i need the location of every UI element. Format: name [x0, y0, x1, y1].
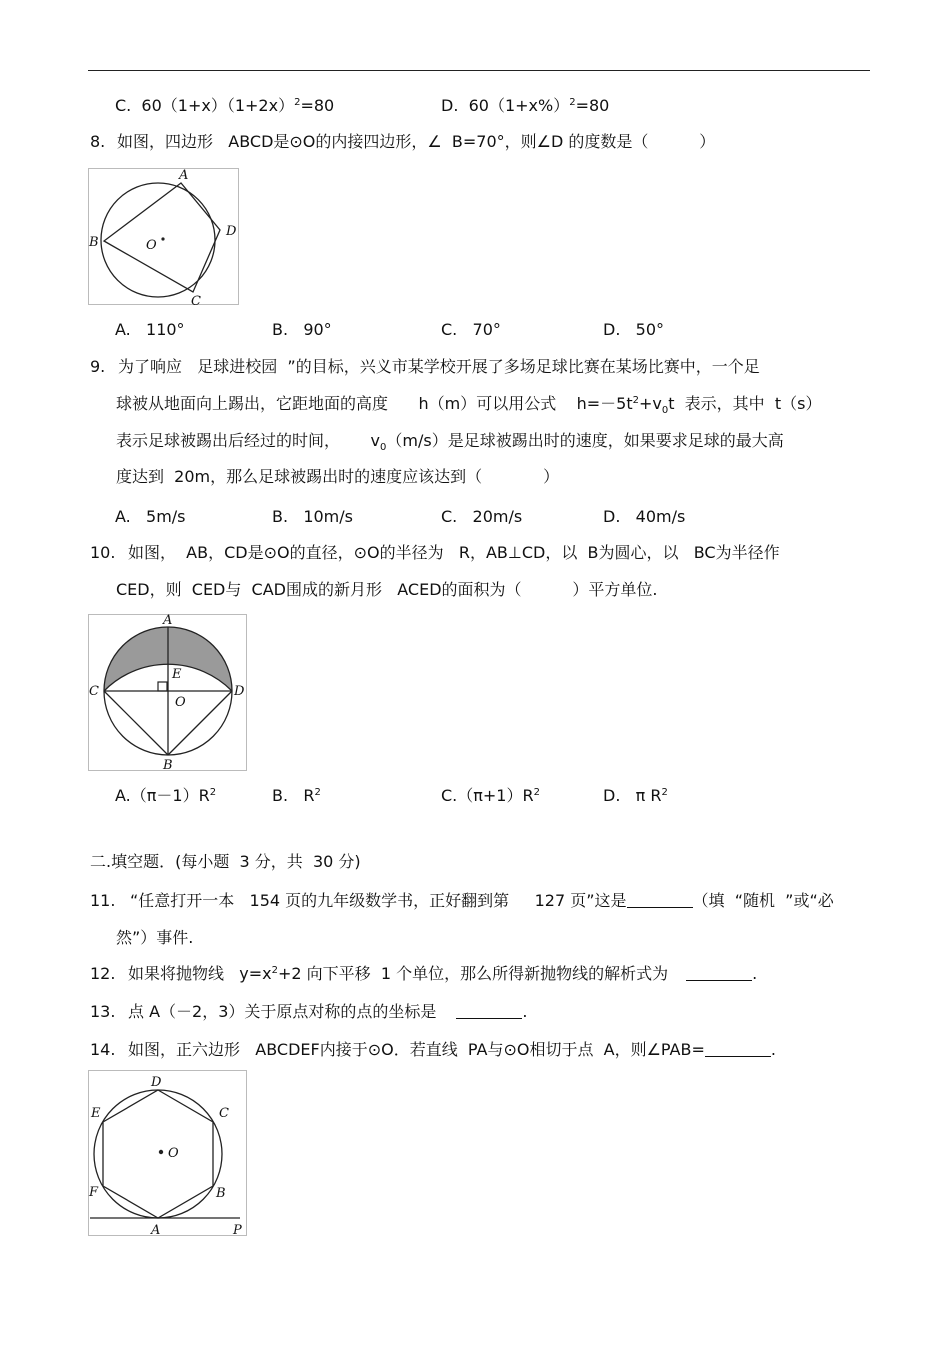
q14-circle [94, 1090, 222, 1218]
q12-number: 12. [90, 964, 116, 983]
q10-line-2: CED，则 CED与 CAD围成的新月形 ACED的面积为（ ）平方单位. [116, 580, 658, 599]
q10-option-c: $C.(\pi+1)R^2$ [441, 786, 540, 805]
q8-label-d: D [226, 224, 237, 239]
q14-label-e: E [91, 1106, 101, 1121]
q9-option-b: B. 10m/s [272, 507, 353, 526]
q11-number: 11. [90, 891, 116, 910]
q14-center-dot [159, 1150, 163, 1154]
q14-answer-blank[interactable] [705, 1041, 771, 1057]
q14-label-o: O [168, 1146, 179, 1161]
q9-option-a: A. 5m/s [115, 507, 186, 526]
q10-option-a: $A.(\pi-1)R^2$ [115, 786, 217, 805]
q7-option-c: C. $60(1+x)(1+2x)^2=80$ [115, 96, 335, 115]
q10-segment-bc [104, 691, 168, 755]
q9-line-2: 球被从地面向上踢出，它距地面的高度 h（m）可以用公式 $h=-5t^2+v_0t$ 表示，其中 t（s） [116, 394, 822, 417]
q8-option-d: D. 50° [603, 320, 665, 339]
q10-option-d: D. π $R^2$ [603, 786, 668, 805]
q12-answer-blank[interactable] [686, 965, 752, 981]
q8-label-a: A [179, 168, 189, 183]
q14-text: 如图，正六边形 ABCDEF内接于⊙O．若直线 PA与⊙O相切于点 A，则∠PAB= . [128, 1040, 776, 1059]
q13-text: 点 A（－2，3）关于原点对称的点的坐标是 . [128, 1002, 528, 1021]
q10-line-1: 如图， AB，CD是⊙O的直径，⊙O的半径为 R，AB⊥CD，以 B为圆心，以 BC为半径作 [128, 543, 780, 562]
q11-line-1: “任意打开一本 154 页的九年级数学书，正好翻到第 127 页”这是 （填 “随机 ”或“必 [130, 891, 834, 910]
q14-label-f: F [89, 1185, 99, 1200]
q13-number: 13. [90, 1002, 116, 1021]
q11-answer-blank[interactable] [627, 892, 693, 908]
q8-option-c: C. 70° [441, 320, 501, 339]
q14-number: 14. [90, 1040, 116, 1059]
q10-label-a: A [163, 613, 173, 628]
q10-figure [88, 614, 248, 774]
q9-option-d: D. 40m/s [603, 507, 686, 526]
q9-number: 9. [90, 357, 106, 376]
q10-label-d: D [234, 684, 245, 699]
q11-line-2: 然”）事件. [116, 928, 194, 947]
q8-number: 8. [90, 132, 106, 151]
header-rule [88, 70, 870, 71]
q8-label-o: O [146, 238, 157, 253]
q14-label-a: A [151, 1223, 161, 1238]
q9-option-c: C. 20m/s [441, 507, 523, 526]
q7-option-d: D. $60(1+x\%)^2=80$ [441, 96, 610, 115]
q10-option-b: B. $R^2$ [272, 786, 321, 805]
q9-line-1: 为了响应 足球进校园 ”的目标，兴义市某学校开展了多场足球比赛在某场比赛中，一个足 [118, 357, 760, 376]
section-2-title: 二.填空题．(每小题 3 分，共 30 分) [90, 852, 361, 871]
q8-label-b: B [89, 235, 99, 250]
q13-answer-blank[interactable] [456, 1003, 522, 1019]
q14-hexagon [103, 1090, 213, 1218]
q12-text: 如果将抛物线 $y=x^2+2$ 向下平移 1 个单位，那么所得新抛物线的解析式为 . [128, 964, 758, 983]
q9-line-4: 度达到 20m，那么足球被踢出时的速度应该达到（ ） [116, 467, 560, 486]
q8-option-a: A. 110° [115, 320, 185, 339]
q8-figure [88, 168, 240, 309]
q14-figure [88, 1070, 250, 1238]
q9-line-3: 表示足球被踢出后经过的时间， $v_0(m/s)$是足球被踢出时的速度，如果要求足球的最大高 [116, 431, 784, 454]
q10-number: 10. [90, 543, 116, 562]
q10-label-e: E [172, 667, 182, 682]
q14-label-c: C [219, 1106, 229, 1121]
q14-label-d: D [151, 1075, 162, 1090]
q10-label-o: O [175, 695, 186, 710]
q10-label-b: B [163, 758, 173, 773]
q14-label-p: P [233, 1223, 242, 1238]
q8-label-c: C [191, 294, 201, 309]
q8-text: 如图，四边形 ABCD是⊙O的内接四边形，∠ B=70°，则∠D 的度数是（ ） [117, 132, 716, 151]
q10-label-c: C [89, 684, 99, 699]
q10-right-angle-mark [158, 682, 167, 691]
q8-center-dot [161, 237, 164, 240]
q14-label-b: B [216, 1186, 226, 1201]
q8-option-b: B. 90° [272, 320, 332, 339]
